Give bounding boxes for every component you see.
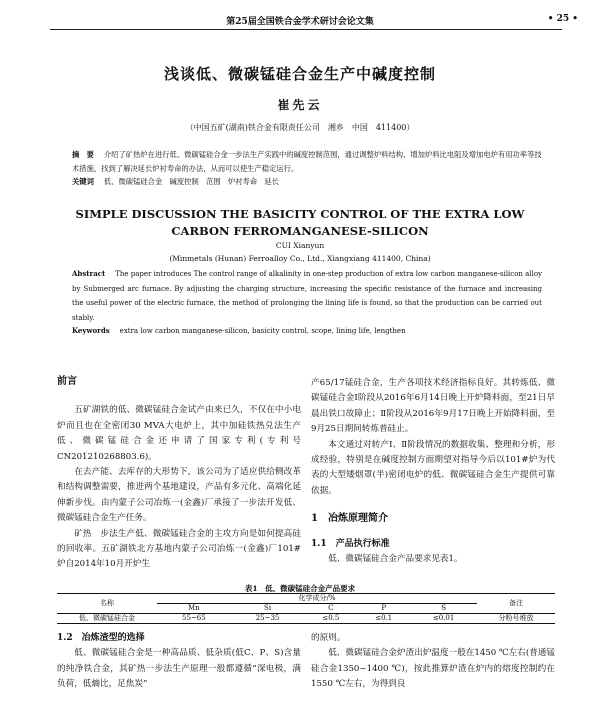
right-column xyxy=(311,376,555,567)
section-preface: 前言 xyxy=(57,376,77,387)
table-header-s: S xyxy=(441,604,446,612)
table-cell-c: ≤0.5 xyxy=(322,614,340,622)
table-cell-si: 25~35 xyxy=(255,614,280,622)
keywords-en-label: Keywords xyxy=(72,326,110,335)
keywords-en-text: extra low carbon manganese-silicon, basicity control, scope, lining life, lengthen xyxy=(119,327,406,335)
paragraph: 产65/17锰硅合金，生产各项技术经济指标良好。其转炼低、微碳锰硅合金Ⅰ阶段从2016年6月14日晚上开炉降料面，至21日早晨出铁口故障止；Ⅱ阶段从2016年9月17日晚上开始降料面，至9月25日期间转炼普硅止。 xyxy=(311,378,555,435)
title-chinese: 浅谈低、微碳锰硅合金生产中碱度控制 xyxy=(163,65,436,83)
table-row xyxy=(57,614,555,624)
bottom-left-column xyxy=(57,631,301,693)
paragraph: 低、微碳锰硅合金是一种高品质、低杂质(低C、P、S)含量的纯净铁合金，其矿热一步法生产原理一般都遵循“深电极，满负荷，低熵比，足焦炭” xyxy=(57,648,301,690)
abstract-chinese xyxy=(72,148,542,176)
table-header-composition: 化学成分/% xyxy=(157,594,477,604)
subsection-1-2-heading: 1.2 冶炼渣型的选择 xyxy=(57,633,145,643)
affiliation-chinese: （中国五矿(湖南)铁合金有限责任公司 湘乡 中国 411400） xyxy=(185,123,415,132)
paragraph: 五矿湖铁的低、微碳锰硅合金试产由来已久，不仅在中小电炉而且也在全密闭30 MVA大电炉上，其中加硅铁热兑法生产低、微碳锰硅合金还申请了国家专利(专利号CN201210268803.6)。 xyxy=(57,405,301,462)
table-header-c: C xyxy=(328,604,334,612)
paragraph: 的原则。 xyxy=(311,633,346,643)
affiliation-english: (Minmetals (Hunan) Ferroalloy Co., Ltd., Xiangxiang 411400, China) xyxy=(169,254,431,263)
table-cell-p: ≤0.1 xyxy=(375,614,393,622)
title-english xyxy=(0,206,600,240)
abstract-en-label: Abstract xyxy=(72,269,106,278)
left-column xyxy=(57,374,301,573)
abstract-label: 摘 要 xyxy=(72,150,94,159)
paragraph: 矿热 步法生产低、微碳锰硅合金的主攻方向是如何提高硅的回收率。五矿湖铁北方基地内蒙子公司冶炼一(金鑫)厂101#炉自2014年10月开炉生 xyxy=(57,528,301,570)
author-english: CUI Xianyun xyxy=(275,241,325,250)
table-cell-s: ≤0.01 xyxy=(432,614,455,622)
title-english-line1: SIMPLE DISCUSSION THE BASICITY CONTROL OF THE EXTRA LOW xyxy=(75,207,525,221)
author-chinese: 崔先云 xyxy=(277,98,323,112)
conference-title: 第25届全国铁合金学术研讨会论文集 xyxy=(226,17,374,27)
table-header-si: Si xyxy=(264,604,272,612)
paragraph: 低、微碳锰硅合金产品要求见表1。 xyxy=(328,554,463,565)
page-header xyxy=(0,14,600,28)
section-1-heading: 1 冶炼原理简介 xyxy=(311,513,388,525)
table-cell-note: 分粉号堆放 xyxy=(498,614,534,622)
paragraph: 在去产能、去库存的大形势下，该公司为了适应供给侧改革和结构调整需要，推进两个基地建设，产品有多元化、高端化延伸新步伐。由内蒙子公司冶炼一(金鑫)厂承接了一步法开发低、微碳锰硅合金生产任务。 xyxy=(57,467,301,524)
table-cell-mn: 55~65 xyxy=(182,614,206,622)
keywords-chinese xyxy=(72,177,542,187)
paragraph: 低、微碳锰硅合金炉渣出炉温度一般在1450 ℃左右(普通锰硅合金1350~1400 ℃)，按此推算炉渣在炉内的熔度控制约在1550 ℃左右，为得到良 xyxy=(311,648,555,690)
header-rule xyxy=(50,29,562,30)
table-cell-name: 低、微碳锰硅合金 xyxy=(79,614,135,622)
table-header-mn: Mn xyxy=(188,604,200,612)
table-header-p: P xyxy=(381,604,387,612)
abstract-en-text: The paper introduces The control range of alkalinity in one-step production of extra low carbon manganese-silicon alloy by Submerged arc furnace. By adjusting the charging structure, increasing the specific resistance of the furnace and increasing the useful power of the electric furnace, the method of prolonging the lining life is found, so that the production can be carried out stably. xyxy=(72,270,542,322)
subsection-1-1-heading: 1.1 产品执行标准 xyxy=(311,538,390,549)
abstract-text: 介绍了矿热炉在进行低、微碳锰硅合金一步法生产实践中的碱度控制范围，通过调整炉料结构、增加炉料比电阻及增加电炉有用功率等技术措施，找到了解决延长炉衬寿命的办法，从而可以使生产稳定运行。 xyxy=(72,150,542,173)
abstract-english xyxy=(72,267,542,325)
paragraph: 本文通过对转产Ⅰ、Ⅱ阶段情况的数据收集、整理和分析，形成经验，特别是在碱度控制方面期望对指导今后以101#炉为代表的大型矮烟罩(半)密闭电炉的低、微碳锰硅合金生产提供可靠依据。 xyxy=(311,439,555,496)
product-requirements-table xyxy=(57,593,555,624)
bottom-right-column xyxy=(311,631,555,693)
table-caption: 表1 低、微碳锰硅合金产品要求 xyxy=(244,584,356,593)
title-english-line2: CARBON FERROMANGANESE-SILICON xyxy=(171,224,429,238)
page-number: • 25 • xyxy=(547,14,578,24)
keywords-english xyxy=(72,326,542,335)
table-header-note: 备注 xyxy=(509,599,523,607)
keywords-label: 关键词 xyxy=(72,177,94,186)
keywords-text: 低、微碳锰硅合金 碱度控制 范围 炉衬寿命 延长 xyxy=(103,177,280,186)
table-header-name: 名称 xyxy=(100,599,114,607)
